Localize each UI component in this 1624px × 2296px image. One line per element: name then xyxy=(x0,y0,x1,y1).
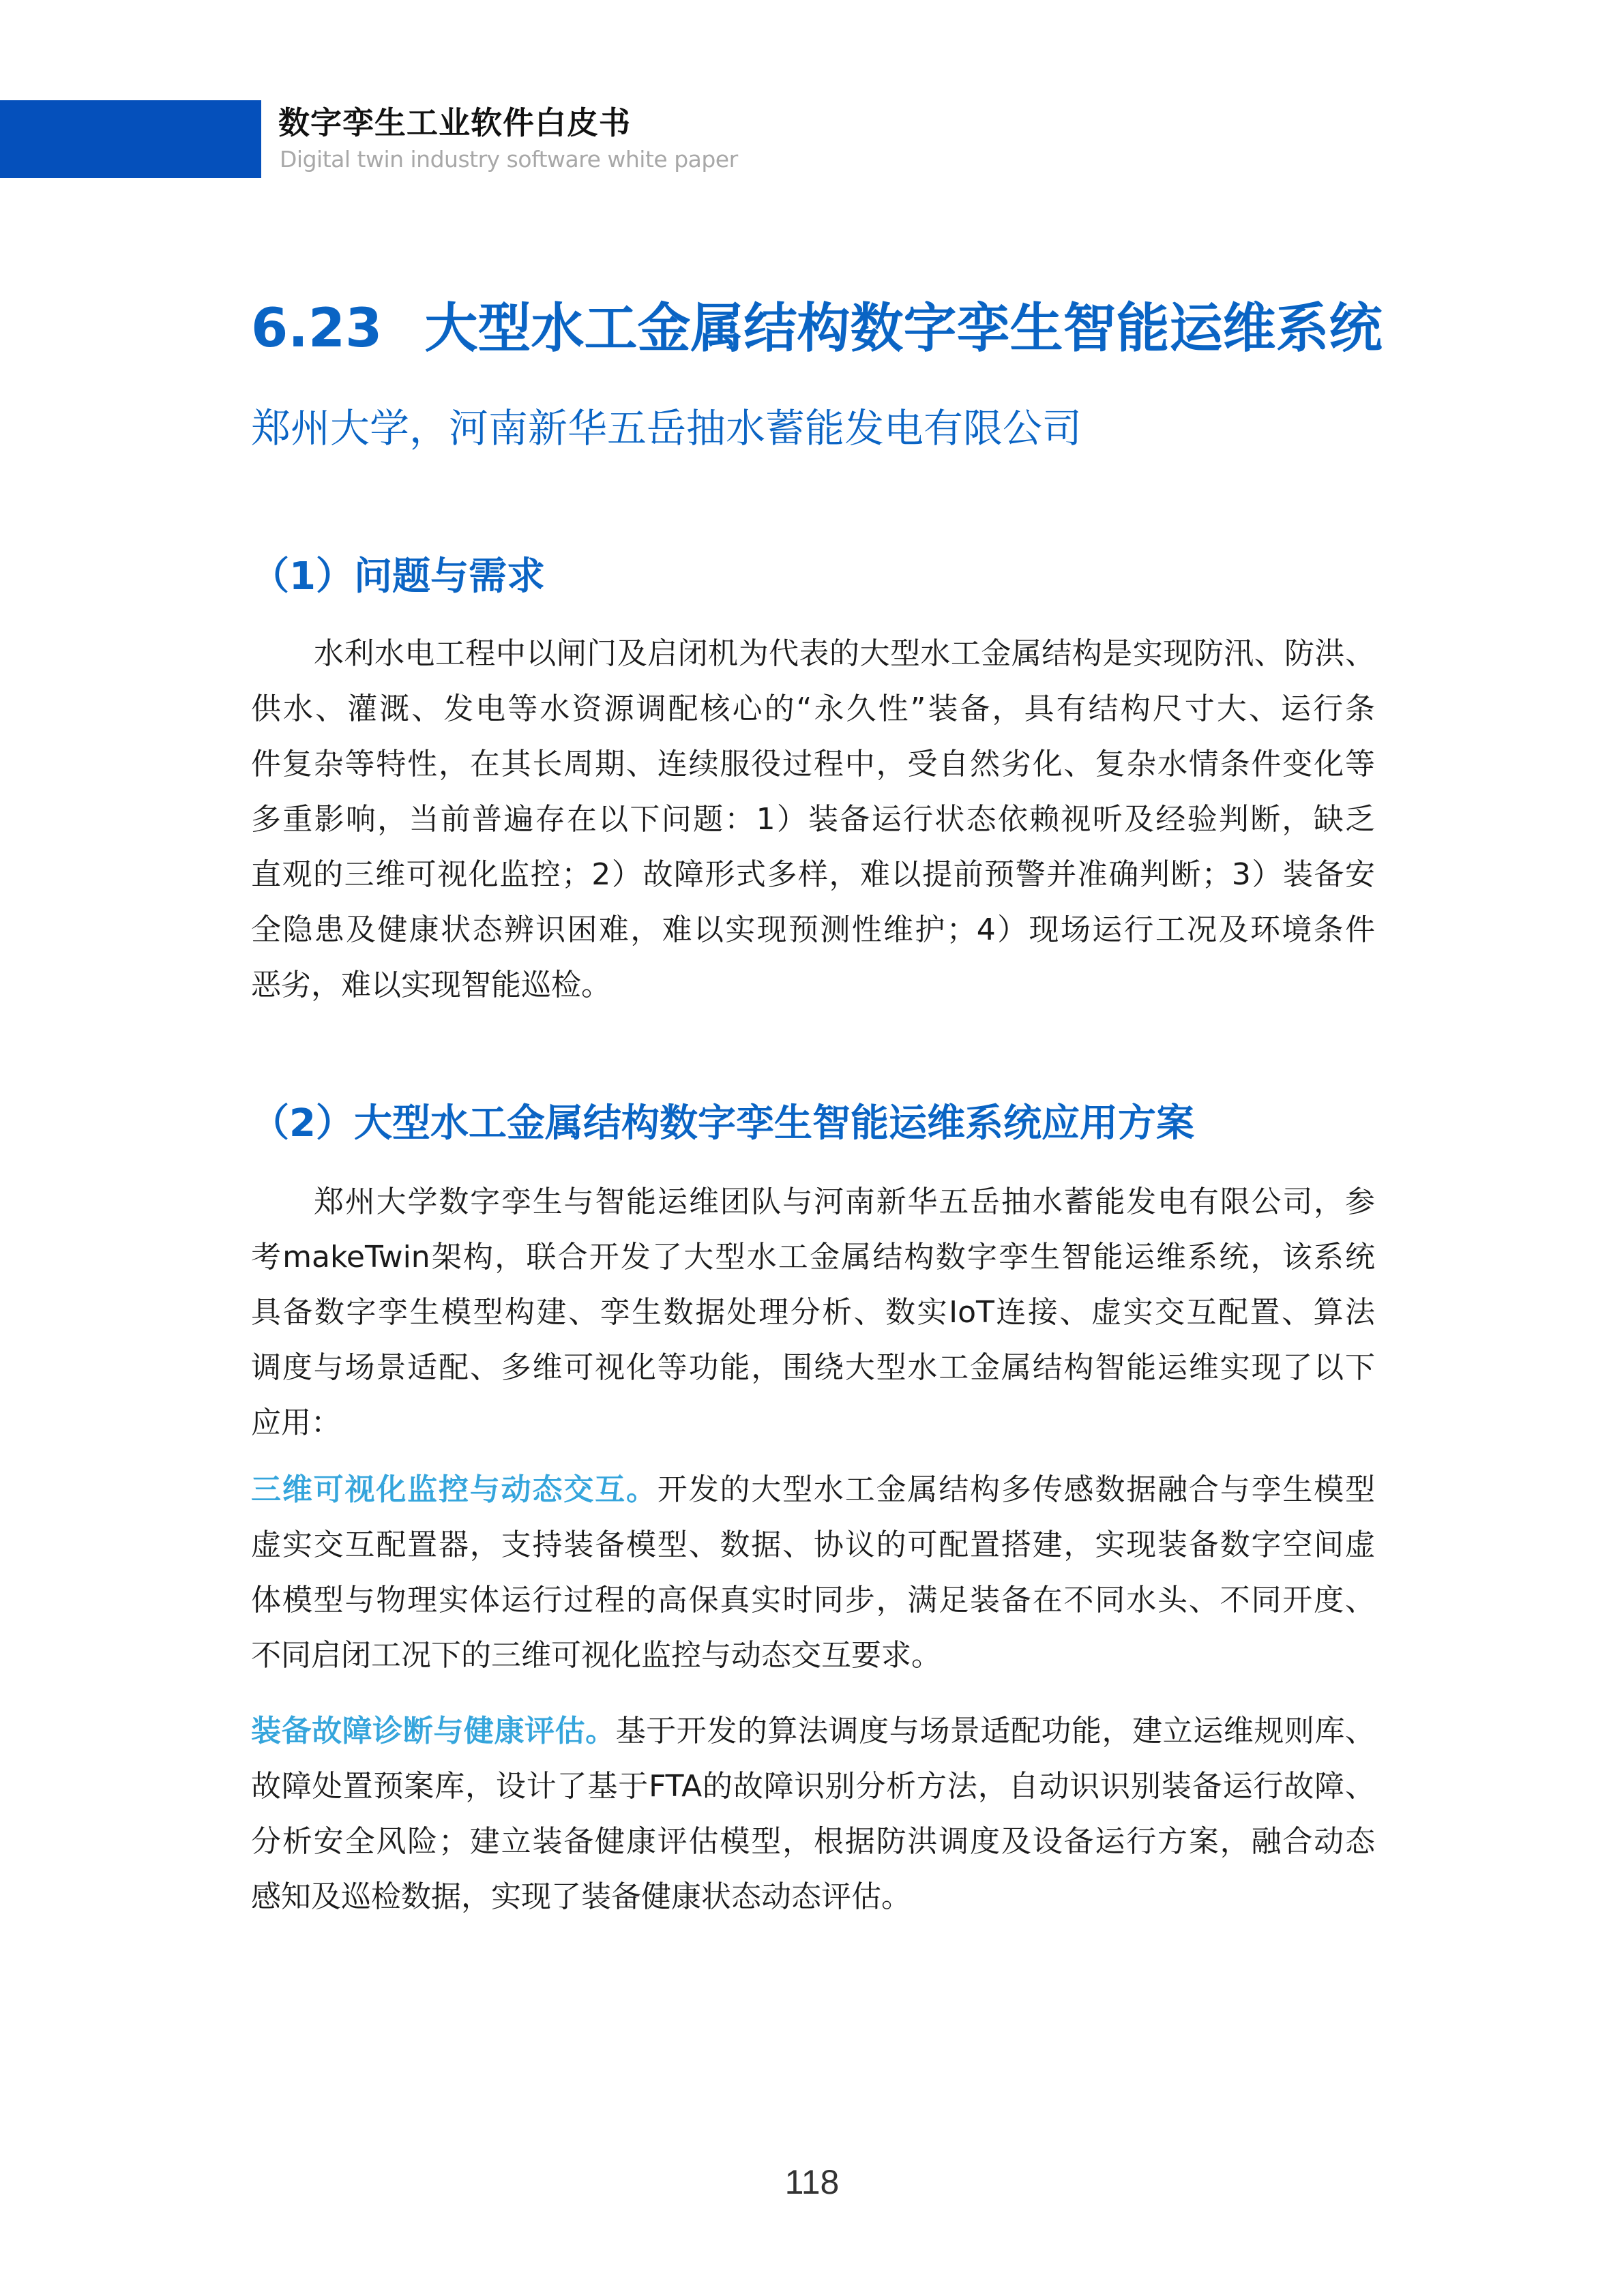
paragraph-line: 具备数字孪生模型构建、孪生数据处理分析、数实IoT连接、虚实交互配置、算法 xyxy=(251,1295,1375,1330)
paragraph-line: 分析安全风险；建立装备健康评估模型，根据防洪调度及设备运行方案，融合动态 xyxy=(251,1824,1375,1859)
paragraph-text: 开发的大型水工金属结构多传感数据融合与孪生模型 xyxy=(657,1472,1376,1507)
paragraph-line: 考makeTwin架构，联合开发了大型水工金属结构数字孪生智能运维系统，该系统 xyxy=(251,1240,1375,1274)
header-title-cn: 数字孪生工业软件白皮书 xyxy=(278,104,631,141)
paragraph-line: 多重影响，当前普遍存在以下问题：1）装备运行状态依赖视听及经验判断，缺乏 xyxy=(251,802,1375,837)
paragraph-problems xyxy=(251,635,1383,1022)
subsection-heading-2: （2）大型水工金属结构数字孪生智能运维系统应用方案 xyxy=(251,1101,1194,1146)
section-authors: 郑州大学，河南新华五岳抽水蓄能发电有限公司 xyxy=(251,405,1082,451)
paragraph-line: 全隐患及健康状态辨识困难，难以实现预测性维护；4）现场运行工况及环境条件 xyxy=(251,912,1375,947)
section-number: 6.23 xyxy=(251,298,383,359)
paragraph-text: 基于开发的算法调度与场景适配功能，建立运维规则库、 xyxy=(615,1714,1376,1748)
header-title-en: Digital twin industry software white paper xyxy=(280,146,738,173)
paragraph-solution-intro xyxy=(251,1183,1383,1459)
paragraph-fault-diagnosis xyxy=(251,1712,1383,1933)
paragraph-line: 件复杂等特性，在其长周期、连续服役过程中，受自然劣化、复杂水情条件变化等 xyxy=(251,747,1375,781)
paragraph-line: 水利水电工程中以闸门及启闭机为代表的大型水工金属结构是实现防汛、防洪、 xyxy=(314,636,1375,671)
paragraph-line: 恶劣，难以实现智能巡检。 xyxy=(251,968,611,1002)
paragraph-line: 郑州大学数字孪生与智能运维团队与河南新华五岳抽水蓄能发电有限公司，参 xyxy=(314,1184,1375,1219)
header-accent-block xyxy=(0,100,261,178)
subsection-heading-1: （1）问题与需求 xyxy=(251,554,545,599)
paragraph-line: 虚实交互配置器，支持装备模型、数据、协议的可配置搭建，实现装备数字空间虚 xyxy=(251,1527,1375,1562)
paragraph-line: 供水、灌溉、发电等水资源调配核心的“永久性”装备，具有结构尺寸大、运行条 xyxy=(251,691,1375,726)
paragraph-line: 感知及巡检数据，实现了装备健康状态动态评估。 xyxy=(251,1879,911,1914)
paragraph-line xyxy=(251,1471,1375,1526)
paragraph-line xyxy=(251,1712,1375,1768)
section-title: 大型水工金属结构数字孪生智能运维系统 xyxy=(424,298,1383,359)
paragraph-line: 调度与场景适配、多维可视化等功能，围绕大型水工金属结构智能运维实现了以下 xyxy=(251,1350,1375,1385)
lead-phrase: 装备故障诊断与健康评估。 xyxy=(251,1714,616,1748)
paragraph-line: 体模型与物理实体运行过程的高保真实时同步，满足装备在不同水头、不同开度、 xyxy=(251,1583,1375,1617)
lead-phrase: 三维可视化监控与动态交互。 xyxy=(251,1472,658,1507)
paragraph-line: 不同启闭工况下的三维可视化监控与动态交互要求。 xyxy=(251,1638,941,1673)
paragraph-3d-visualization xyxy=(251,1471,1383,1692)
page-number: 118 xyxy=(784,2163,840,2201)
paragraph-line: 直观的三维可视化监控；2）故障形式多样，难以提前预警并准确判断；3）装备安 xyxy=(251,857,1375,892)
paragraph-line: 故障处置预案库，设计了基于FTA的故障识别分析方法，自动识识别装备运行故障、 xyxy=(251,1769,1375,1804)
paragraph-line: 应用： xyxy=(251,1405,341,1440)
page-title xyxy=(251,295,1382,363)
